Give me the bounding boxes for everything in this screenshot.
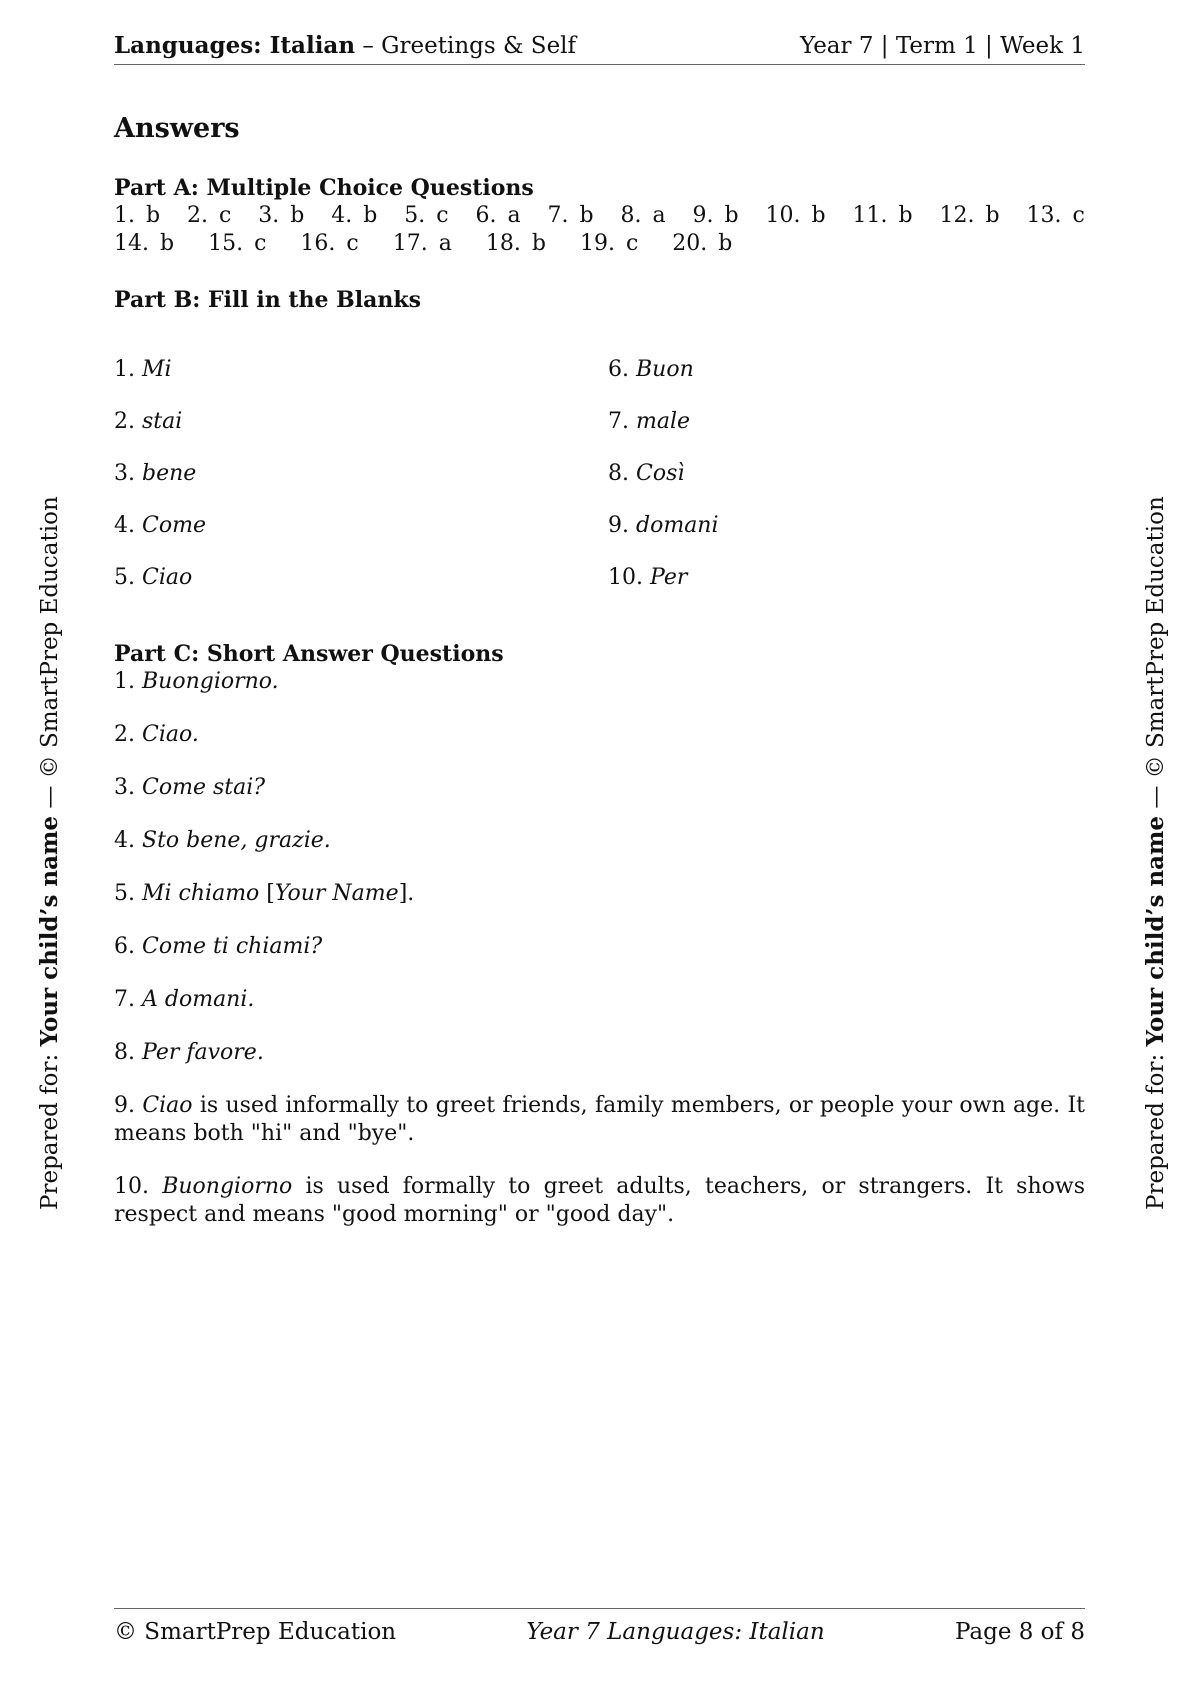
watermark-name: Your child’s name bbox=[1142, 815, 1169, 1047]
answer-letter: a bbox=[438, 231, 452, 256]
mcq-answer bbox=[187, 202, 231, 230]
short-answer-item: 6. Come ti chiami? bbox=[114, 934, 323, 959]
question-number: 6. bbox=[608, 357, 629, 382]
mcq-answer bbox=[258, 202, 304, 230]
short-answer-item: 1. Buongiorno. bbox=[114, 669, 279, 694]
answer-letter: c bbox=[625, 231, 639, 256]
question-number: 9. bbox=[608, 513, 629, 538]
fill-blank-answer bbox=[608, 356, 1085, 384]
footer-copyright: © SmartPrep Education bbox=[114, 1619, 397, 1645]
fill-blank-answer bbox=[608, 408, 1085, 436]
answer-letter: b bbox=[146, 203, 161, 228]
question-number: 8. bbox=[608, 461, 629, 486]
question-number: 15. bbox=[208, 231, 244, 256]
fill-blanks-grid bbox=[114, 356, 1085, 592]
answer-letter: b bbox=[160, 231, 175, 256]
short-answer-item: 5. Mi chiamo [Your Name]. bbox=[114, 881, 415, 906]
question-number: 20. bbox=[672, 231, 708, 256]
mcq-answer bbox=[300, 230, 358, 258]
mcq-answers bbox=[114, 202, 1085, 258]
question-number: 5. bbox=[404, 203, 426, 228]
part-b-section bbox=[114, 286, 1085, 592]
answer-letter: b bbox=[724, 203, 739, 228]
answer-letter: b bbox=[898, 203, 913, 228]
answer-letter: b bbox=[531, 231, 546, 256]
answer-letter: b bbox=[985, 203, 1000, 228]
answers-content bbox=[114, 112, 1085, 1254]
watermark-prefix: Prepared for: bbox=[37, 1046, 63, 1210]
answer-letter: b bbox=[811, 203, 826, 228]
watermark-suffix: — © SmartPrep Education bbox=[1143, 496, 1169, 816]
short-answer-list bbox=[114, 668, 1085, 1229]
question-number: 3. bbox=[258, 203, 280, 228]
mcq-answer bbox=[548, 202, 594, 230]
answer-letter: c bbox=[346, 231, 359, 256]
answer-word: Buon bbox=[636, 357, 694, 382]
answer-word: Per bbox=[650, 565, 688, 590]
question-number: 10. bbox=[608, 565, 643, 590]
left-watermark bbox=[35, 496, 65, 1210]
answer-letter: c bbox=[219, 203, 232, 228]
part-a-heading: Part A: Multiple Choice Questions bbox=[114, 175, 534, 201]
question-number: 13. bbox=[1026, 203, 1062, 228]
fill-blank-answer bbox=[114, 356, 608, 384]
page-number: Page 8 of 8 bbox=[954, 1619, 1085, 1645]
answer-word: domani bbox=[636, 513, 719, 538]
question-number: 16. bbox=[300, 231, 336, 256]
short-answer-item: 3. Come stai? bbox=[114, 775, 266, 800]
question-number: 5. bbox=[114, 565, 135, 590]
question-number: 2. bbox=[114, 409, 135, 434]
mcq-answer bbox=[208, 230, 266, 258]
watermark-suffix: — © SmartPrep Education bbox=[37, 496, 63, 816]
mcq-answer bbox=[672, 230, 732, 258]
mcq-answer bbox=[475, 202, 520, 230]
answer-letter: b bbox=[290, 203, 305, 228]
header-title bbox=[114, 32, 576, 60]
footer-course: Year 7 Languages: Italian bbox=[526, 1619, 825, 1645]
answer-letter: b bbox=[718, 231, 733, 256]
part-a-section bbox=[114, 174, 1085, 258]
answer-word: Così bbox=[636, 461, 685, 486]
header-week-info: Year 7 | Term 1 | Week 1 bbox=[800, 33, 1085, 59]
question-number: 4. bbox=[331, 203, 353, 228]
question-number: 10. bbox=[765, 203, 801, 228]
header-subject: Languages: Italian bbox=[114, 32, 356, 59]
answer-word: male bbox=[636, 409, 691, 434]
right-watermark bbox=[1141, 496, 1171, 1210]
question-number: 17. bbox=[392, 231, 428, 256]
question-number: 7. bbox=[608, 409, 629, 434]
question-number: 1. bbox=[114, 203, 135, 228]
fill-blank-answer bbox=[114, 408, 608, 436]
short-answer-item: 2. Ciao. bbox=[114, 722, 199, 747]
watermark-name: Your child’s name bbox=[36, 815, 63, 1047]
mcq-answer bbox=[853, 202, 913, 230]
mcq-answer bbox=[486, 230, 546, 258]
question-number: 2. bbox=[187, 203, 208, 228]
mcq-row bbox=[114, 230, 1085, 258]
answer-letter: a bbox=[652, 203, 666, 228]
short-answer-item: 8. Per favore. bbox=[114, 1040, 264, 1065]
question-number: 1. bbox=[114, 357, 135, 382]
fill-blank-answer bbox=[608, 564, 1085, 592]
mcq-answer bbox=[114, 202, 160, 230]
mcq-answer bbox=[1027, 202, 1085, 230]
mcq-answer bbox=[331, 202, 377, 230]
mcq-answer bbox=[621, 202, 666, 230]
question-number: 9. bbox=[692, 203, 714, 228]
short-answer-paragraph: 10. Buongiorno is used formally to greet adults, teachers, or strangers. It shows respect and means "good morning" or "good day". bbox=[114, 1174, 1085, 1227]
question-number: 4. bbox=[114, 513, 135, 538]
question-number: 8. bbox=[620, 203, 642, 228]
header-topic: – Greetings & Self bbox=[355, 33, 577, 59]
answer-word: Mi bbox=[142, 357, 172, 382]
mcq-answer bbox=[940, 202, 1000, 230]
mcq-answer bbox=[580, 230, 638, 258]
mcq-answer bbox=[404, 202, 448, 230]
mcq-row bbox=[114, 202, 1085, 230]
answer-word: Come bbox=[142, 513, 206, 538]
fill-blank-answer bbox=[114, 564, 608, 592]
fill-blank-answer bbox=[114, 460, 608, 488]
mcq-answer bbox=[114, 230, 174, 258]
mcq-answer bbox=[766, 202, 826, 230]
question-number: 19. bbox=[579, 231, 615, 256]
fill-blank-answer bbox=[114, 512, 608, 540]
answer-letter: c bbox=[1072, 203, 1085, 228]
short-answer-item: 7. A domani. bbox=[114, 987, 255, 1012]
fill-blank-answer bbox=[608, 512, 1085, 540]
question-number: 11. bbox=[852, 203, 888, 228]
part-b-heading: Part B: Fill in the Blanks bbox=[114, 287, 422, 313]
page-footer bbox=[114, 1608, 1085, 1647]
answer-word: stai bbox=[142, 409, 183, 434]
answer-letter: c bbox=[436, 203, 449, 228]
fill-blank-answer bbox=[608, 460, 1085, 488]
part-c-heading: Part C: Short Answer Questions bbox=[114, 641, 504, 667]
question-number: 3. bbox=[114, 461, 135, 486]
part-c-section bbox=[114, 640, 1085, 1229]
answer-letter: b bbox=[363, 203, 378, 228]
answer-word: Ciao bbox=[142, 565, 193, 590]
mcq-answer bbox=[693, 202, 739, 230]
question-number: 14. bbox=[114, 231, 149, 256]
question-number: 6. bbox=[475, 203, 497, 228]
question-number: 7. bbox=[547, 203, 569, 228]
watermark-prefix: Prepared for: bbox=[1143, 1046, 1169, 1210]
answer-letter: a bbox=[507, 203, 521, 228]
answer-word: bene bbox=[142, 461, 197, 486]
question-number: 12. bbox=[939, 203, 975, 228]
short-answer-paragraph: 9. Ciao is used informally to greet friends, family members, or people your own age. It means both "hi" and "bye". bbox=[114, 1093, 1085, 1146]
page-title: Answers bbox=[114, 113, 240, 144]
answer-letter: c bbox=[254, 231, 267, 256]
page-header bbox=[114, 32, 1085, 65]
mcq-answer bbox=[393, 230, 452, 258]
question-number: 18. bbox=[485, 231, 521, 256]
short-answer-item: 4. Sto bene, grazie. bbox=[114, 828, 331, 853]
answer-letter: b bbox=[579, 203, 594, 228]
